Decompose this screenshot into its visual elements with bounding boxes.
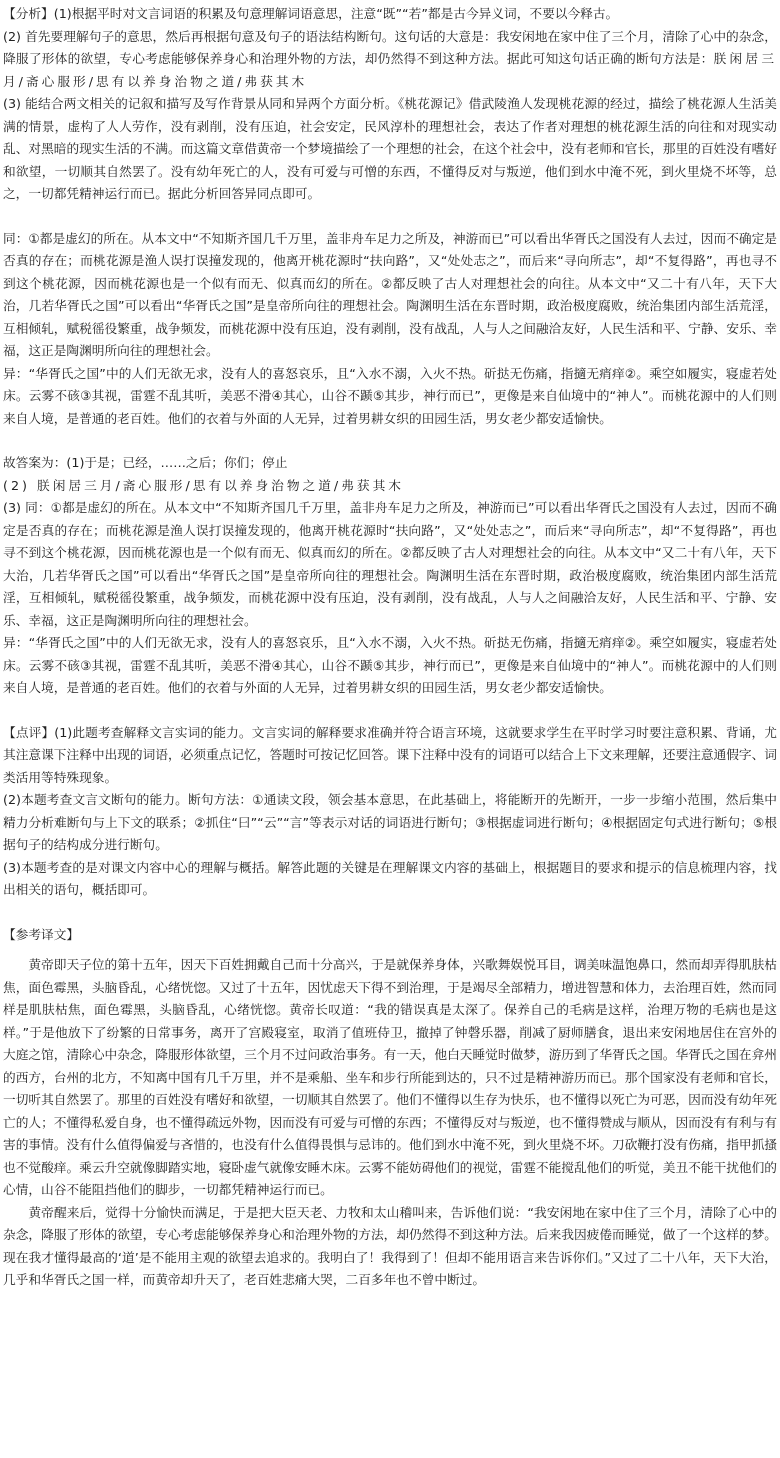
analysis-point-2-sentence: 朕闲居三月/斋心服形/思有以养身治物之道/弗获其木 xyxy=(3,51,778,89)
comment-paragraph-1: 【点评】(1)此题考查解释文言实词的能力。文言实词的解释要求准确并符合语言环境，这就要求学生在平时学习时要注意积累、背诵，尤其注意课下注释中出现的词语，必须重点记忆，答题时可按记忆回答。课下注释中没有的词语可以结合上下文来理解，还要注意通假字、词类活用等特殊现象。 xyxy=(3,724,777,785)
analysis-point-2-text: (2) 首先要理解句子的意思，然后再根据句意及句子的语法结构断句。这句话的大意是：我安闲地在家中住了三个月，清除了心中的杂念，降服了形体的欲望，专心考虑能够保养身心和治理外物的方法，却仍然得不到这种方法。据此可知这句话正确的断句方法是： xyxy=(3,28,777,66)
comment-paragraph-2: (2)本题考查文言文断句的能力。断句方法：①通读文段，领会基本意思，在此基础上，将能断开的先断开，一步一步缩小范围，然后集中精力分析难断句与上下文的联系；②抓住“曰”“云”“言”等表示对话的词语进行断句；③根据虚词进行断句；④根据固定句式进行断句；⑤根据句子的结构成分进行断句。 xyxy=(3,792,777,852)
translation-heading: 【参考译文】 xyxy=(3,926,80,942)
translation-paragraph-1: 黄帝即天子位的第十五年，因天下百姓拥戴自己而十分高兴，于是就保养身体，兴歌舞娱悦耳目，调美味温饱鼻口，然而却弄得肌肤枯焦，面色霉黑，头脑昏乱，心绪恍惚。又过了十五年，因忧虑天下得不到治理，于是竭尽全部精力，增进智慧和体力，去治理百姓，然而同样是肌肤枯焦，面色霉黑，头脑昏乱，心绪恍惚。黄帝长叹道：“我的错误真是太深了。保养自己的毛病是这样，治理万物的毛病也是这样。”于是他放下了纷繁的日常事务，离开了宫殿寝室，取消了值班侍卫，撤掉了钟磬乐器，削减了厨师膳食，退出来安闲地居住在宫外的大庭之馆，清除心中杂念，降服形体欲望，三个月不过问政治事务。有一天，他白天睡觉时做梦，游历到了华胥氏之国。华胥氏之国在弇州的西方，台州的北方，不知离中国有几千万里，并不是乘船、坐车和步行所能到达的，只不过是精神游历而已。那个国家没有老师和官长，一切听其自然罢了。那里的百姓没有嗜好和欲望，一切顺其自然罢了。他们不懂得以生存为快乐，也不懂得以死亡为可恶，因而没有幼年死亡的人；不懂得私爱自身，也不懂得疏远外物，因而没有可爱与可憎的东西；不懂得反对与叛逆，也不懂得赞成与顺从，因而没有有利与有害的事情。没有什么值得偏爱与吝惜的，也没有什么值得畏惧与忌讳的。他们到水中淹不死，到火里烧不坏。刀砍鞭打没有伤痛，指甲抓搔也不觉酸痒。乘云升空就像脚踏实地，寝卧虚气就像安睡木床。云雾不能妨碍他们的视觉，雷霆不能搅乱他们的听觉，美丑不能干扰他们的心情，山谷不能阻挡他们的脚步，一切都凭精神运行而已。 xyxy=(3,957,777,1197)
spacer xyxy=(3,700,777,722)
answer-line-2: (2) 朕闲居三月/斋心服形/思有以养身治物之道/弗获其木 xyxy=(3,477,404,493)
spacer xyxy=(3,430,777,452)
comment-paragraph-3: (3)本题考查的是对课文内容中心的理解与概括。解答此题的关键是在理解课文内容的基础上，根据题目的要求和提示的信息梳理内容，找出相关的语句，概括即可。 xyxy=(3,859,777,897)
spacer xyxy=(3,206,777,228)
translation-paragraph-2: 黄帝醒来后，觉得十分愉快而满足，于是把大臣天老、力牧和太山稽叫来，告诉他们说：“我安闲地在家中住了三个月，清除了心中的杂念，降服了形体的欲望，专心考虑能够保养身心和治理外物的方法，却仍然得不到这种方法。后来我因疲倦而睡觉，做了一个这样的梦。现在我才懂得最高的‘道’是不能用主观的欲望去追求的。我明白了！我得到了！但却不能用语言来告诉你们。”又过了二十八年，天下大治，几乎和华胥氏之国一样，而黄帝却升天了，老百姓悲痛大哭，二百多年也不曾中断过。 xyxy=(3,1204,777,1287)
spacer xyxy=(3,902,777,924)
analysis-difference: 异：“华胥氏之国”中的人们无欲无求，没有人的喜怒哀乐，且“入水不溺，入火不热。斫挞无伤痛，指擿无痟痒②。乘空如履实，寝虚若处床。云雾不硋③其视，雷霆不乱其听，美恶不滑④其心，山谷不踬⑤其步，神行而已”，更像是来自仙境中的“神人”。而桃花源中的人们则来自人境，是普通的老百姓。他们的衣着与外面的人无异，过着男耕女织的田园生活，男女老少都安适愉快。 xyxy=(3,365,777,426)
answer-line-3: (3) 同：①都是虚幻的所在。从本文中“不知斯齐国几千万里，盖非舟车足力之所及，神游而已”可以看出华胥氏之国没有人去过，因而不确定是否真的存在；而桃花源是渔人误打误撞发现的，他离开桃花源时“扶向路”，又“处处志之”，而后来“寻向所志”，却“不复得路”，再也寻不到这个桃花源，因而桃花源也是一个似有而无、似真而幻的所在。②都反映了古人对理想社会的向往。从本文中“又二十有八年，天下大治，几若华胥氏之国”可以看出“华胥氏之国”是皇帝所向往的理想社会。陶渊明生活在东晋时期，政治极度腐败，统治集团内部生活荒淫，互相倾轧，赋税徭役繁重，战争频发，而桃花源中没有压迫，没有剥削，没有战乱，人与人之间融洽友好，人民生活和平、宁静、安乐、幸福，这正是陶渊明所向往的理想社会。 xyxy=(3,500,777,628)
analysis-paragraph-2 xyxy=(3,26,777,94)
answer-difference: 异：“华胥氏之国”中的人们无欲无求，没有人的喜怒哀乐，且“入水不溺，入火不热。斫挞无伤痛，指擿无痟痒②。乘空如履实，寝虚若处床。云雾不硋③其视，雷霆不乱其听，美恶不滑④其心，山谷不踬⑤其步，神行而已”，更像是来自仙境中的“神人”。而桃花源中的人们则来自人境，是普通的老百姓。他们的衣着与外面的人无异，过着男耕女织的田园生活，男女老少都安适愉快。 xyxy=(3,635,777,695)
analysis-paragraph-1 xyxy=(3,3,777,26)
analysis-point-1: (1)根据平时对文言词语的积累及句意理解词语意思，注意“既”“若”都是古今异义词，不要以今释古。 xyxy=(53,6,619,21)
answer-line-1: 故答案为：(1)于是；已经，……之后；你们；停止 xyxy=(3,455,288,470)
spacer xyxy=(3,946,777,954)
analysis-paragraph-3: (3) 能结合两文相关的记叙和描写及写作背景从同和异两个方面分析。《桃花源记》借武陵渔人发现桃花源的经过，描绘了桃花源人生活美满的情景，虚构了人人劳作，没有剥削，没有压迫，社会安定，民风淳朴的理想社会，表达了作者对理想的桃花源生活的向往和对现实动乱、对黑暗的现实生活的不满。而这篇文章借黄帝一个梦境描绘了一个理想的社会，在这个社会中，没有老师和官长，那里的百姓没有嗜好和欲望，一切顺其自然罢了。没有幼年死亡的人，没有可爱与可憎的东西，不懂得反对与叛逆，他们到水中淹不死，到火里烧不坏等，总之，一切都凭精神运行而已。据此分析回答异同点即可。 xyxy=(3,96,777,201)
analysis-similarity: 同：①都是虚幻的所在。从本文中“不知斯齐国几千万里，盖非舟车足力之所及，神游而已”可以看出华胥氏之国没有人去过，因而不确定是否真的存在；而桃花源是渔人误打误撞发现的，他离开桃花源时“扶向路”，又“处处志之”，而后来“寻向所志”，却“不复得路”，再也寻不到这个桃花源，因而桃花源也是一个似有而无、似真而幻的所在。②都反映了古人对理想社会的向往。从本文中“又二十有八年，天下大治，几若华胥氏之国”可以看出“华胥氏之国”是皇帝所向往的理想社会。陶渊明生活在东晋时期，政治极度腐败，统治集团内部生活荒淫，互相倾轧，赋税徭役繁重，战争频发，而桃花源中没有压迫，没有剥削，没有战乱，人与人之间融洽友好，人民生活和平、宁静、安乐、幸福，这正是陶渊明所向往的理想社会。 xyxy=(3,230,777,358)
analysis-heading: 【分析】 xyxy=(3,6,54,21)
